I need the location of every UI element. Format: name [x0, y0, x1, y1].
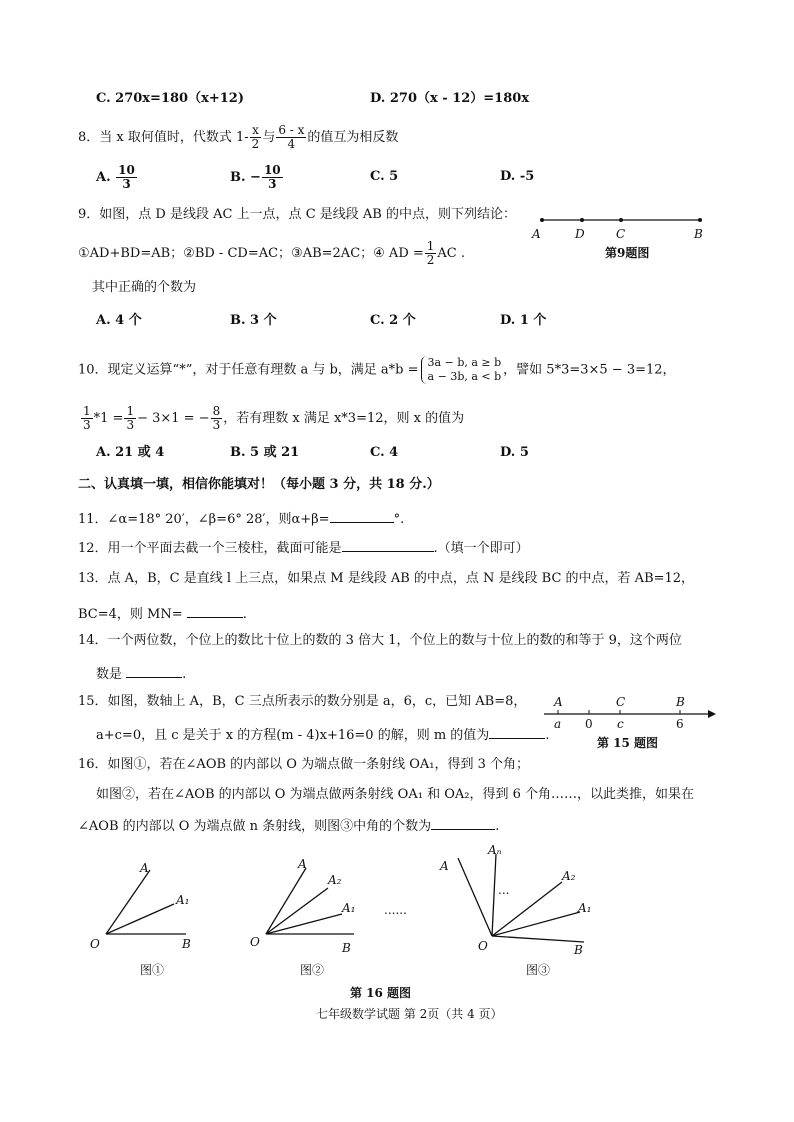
q11: 11．∠α=18° 20′，∠β=6° 28′，则α+β= °. [78, 508, 404, 529]
fig1-label-a: A [140, 861, 149, 875]
q15-label-b: B [676, 695, 685, 709]
section-2-heading: 二、认真填一填，相信你能填对！（每小题 3 分，共 18 分.） [78, 477, 440, 492]
q10-option-a: A. 21 或 4 [96, 445, 165, 460]
q8-option-d: D. -5 [500, 169, 535, 184]
q9-option-a: A. 4 个 [96, 313, 142, 328]
q8-option-a: A. $\frac{10}{3}$ [96, 163, 135, 191]
q8-option-b: B. − $\frac{10}{3}$ [230, 163, 281, 191]
q9-option-b: B. 3 个 [230, 313, 277, 328]
q11-answer-blank [330, 508, 394, 523]
fig1-label-a1: A₁ [176, 893, 190, 907]
q10-stem: 10．现定义运算“*”，对于任意有理数 a 与 b，满足 a*b = 3a − b, a ≥ b a − 3b, a < b ，譬如 5*3=3×5 − 3=12， [78, 356, 676, 383]
fig1-label-b: B [182, 937, 191, 951]
q9-label-d: D [575, 227, 585, 241]
q10-example: $\frac{1}{3}$ *1 = $\frac{1}{3}$ − 3×1 = − $\frac{8}{3}$ ，若有理数 x 满足 x*3=12，则 x 的值为 [83, 404, 465, 432]
q9-option-c: C. 2 个 [370, 313, 416, 328]
fig2-label-o: O [250, 935, 260, 949]
fig3-label-a2: A₂ [562, 869, 576, 883]
q9-question: 其中正确的个数为 [92, 280, 197, 295]
q9-label-c: C [616, 227, 626, 241]
fig3-label-b: B [574, 943, 583, 957]
q9-stem: 9．如图，点 D 是线段 AC 上一点，点 C 是线段 AB 的中点，则下列结论： [78, 207, 516, 222]
fig2-label-a2: A₂ [328, 873, 342, 887]
q15-value-zero: 0 [585, 717, 593, 731]
q16-line2: 如图②，若在∠AOB 的内部以 O 为端点做两条射线 OA₁ 和 OA₂，得到 6 个角……，以此类推，如果在 [96, 787, 694, 802]
q15-line1: 15．如图，数轴上 A，B，C 三点所表示的数分别是 a，6，c，已知 AB=8， [78, 694, 527, 709]
q16-figure-3-caption: 图③ [526, 963, 551, 977]
q12: 12．用一个平面去截一个三棱柱，截面可能是 .（填一个即可） [78, 537, 529, 558]
q10-option-c: C. 4 [370, 445, 399, 460]
fig3-label-a1: A₁ [578, 901, 592, 915]
q15-figure-caption: 第 15 题图 [597, 736, 659, 750]
q14-line1: 14．一个两位数，个位上的数比十位上的数的 3 倍大 1，个位上的数与十位上的数的和等于 9，这个两位 [78, 633, 682, 648]
q16-line3: ∠AOB 的内部以 O 为端点做 n 条射线，则图③中角的个数为 . [78, 815, 499, 836]
q9-option-d: D. 1 个 [500, 313, 547, 328]
q16-answer-blank [431, 815, 495, 830]
fig1-label-o: O [90, 937, 100, 951]
q16-figure-2 [248, 848, 388, 958]
q7-option-c: C. 270x=180（x+12) [96, 91, 244, 106]
q13-line2: BC=4，则 MN= . [78, 603, 247, 624]
q16-line1: 16．如图①，若在∠AOB 的内部以 O 为端点做一条射线 OA₁，得到 3 个角； [78, 757, 530, 772]
fig3-label-an: Aₙ [488, 843, 502, 857]
q16-figure-2-caption: 图② [300, 963, 325, 977]
q15-value-c: c [617, 717, 624, 731]
q14-answer-blank [126, 663, 182, 678]
q14-line2: 数是 . [96, 663, 186, 684]
q12-answer-blank [342, 537, 434, 552]
q16-figure-caption: 第 16 题图 [350, 986, 412, 1000]
q15-number-line [540, 694, 720, 734]
q8-stem: 8．当 x 取何值时，代数式 1- $\frac{x}{2}$ 与 $\frac{6 - x}{4}$ 的值互为相反数 [78, 123, 399, 151]
q13-line1: 13．点 A，B，C 是直线 l 上三点，如果点 M 是线段 AB 的中点，点 N 是线段 BC 的中点，若 AB=12， [78, 571, 695, 586]
q15-value-six: 6 [676, 717, 684, 731]
q15-answer-blank [489, 724, 545, 739]
q16-figure-3 [434, 836, 604, 960]
q9-figure-caption: 第9题图 [605, 246, 650, 260]
q15-label-c: C [616, 695, 626, 709]
q8-option-c: C. 5 [370, 169, 399, 184]
page-footer: 七年级数学试题 第 2页（共 4 页） [316, 1007, 503, 1021]
q13-answer-blank [187, 603, 243, 618]
q16-figure-1 [88, 852, 208, 962]
fig3-label-o: O [478, 939, 488, 953]
q16-figure-1-caption: 图① [140, 963, 165, 977]
fig3-label-a: A [440, 859, 449, 873]
fig2-label-a: A [298, 857, 307, 871]
q15-line2: a+c=0，且 c 是关于 x 的方程(m - 4)x+16=0 的解，则 m 的值为 . [96, 724, 549, 745]
q15-label-a: A [554, 695, 563, 709]
q16-ellipsis: ...... [384, 903, 407, 917]
q9-statements: ①AD+BD=AB；②BD - CD=AC；③AB=2AC；④ AD = $\frac{1}{2}$ AC . [78, 239, 466, 267]
q7-option-d: D. 270（x - 12）=180x [370, 91, 530, 106]
fig2-label-a1: A₁ [342, 901, 356, 915]
fig3-ellipsis: ... [498, 883, 510, 897]
fig2-label-b: B [342, 941, 351, 955]
q9-label-a: A [532, 227, 541, 241]
q10-option-d: D. 5 [500, 445, 529, 460]
q10-option-b: B. 5 或 21 [230, 445, 300, 460]
q9-label-b: B [694, 227, 703, 241]
q15-value-a: a [554, 717, 562, 731]
